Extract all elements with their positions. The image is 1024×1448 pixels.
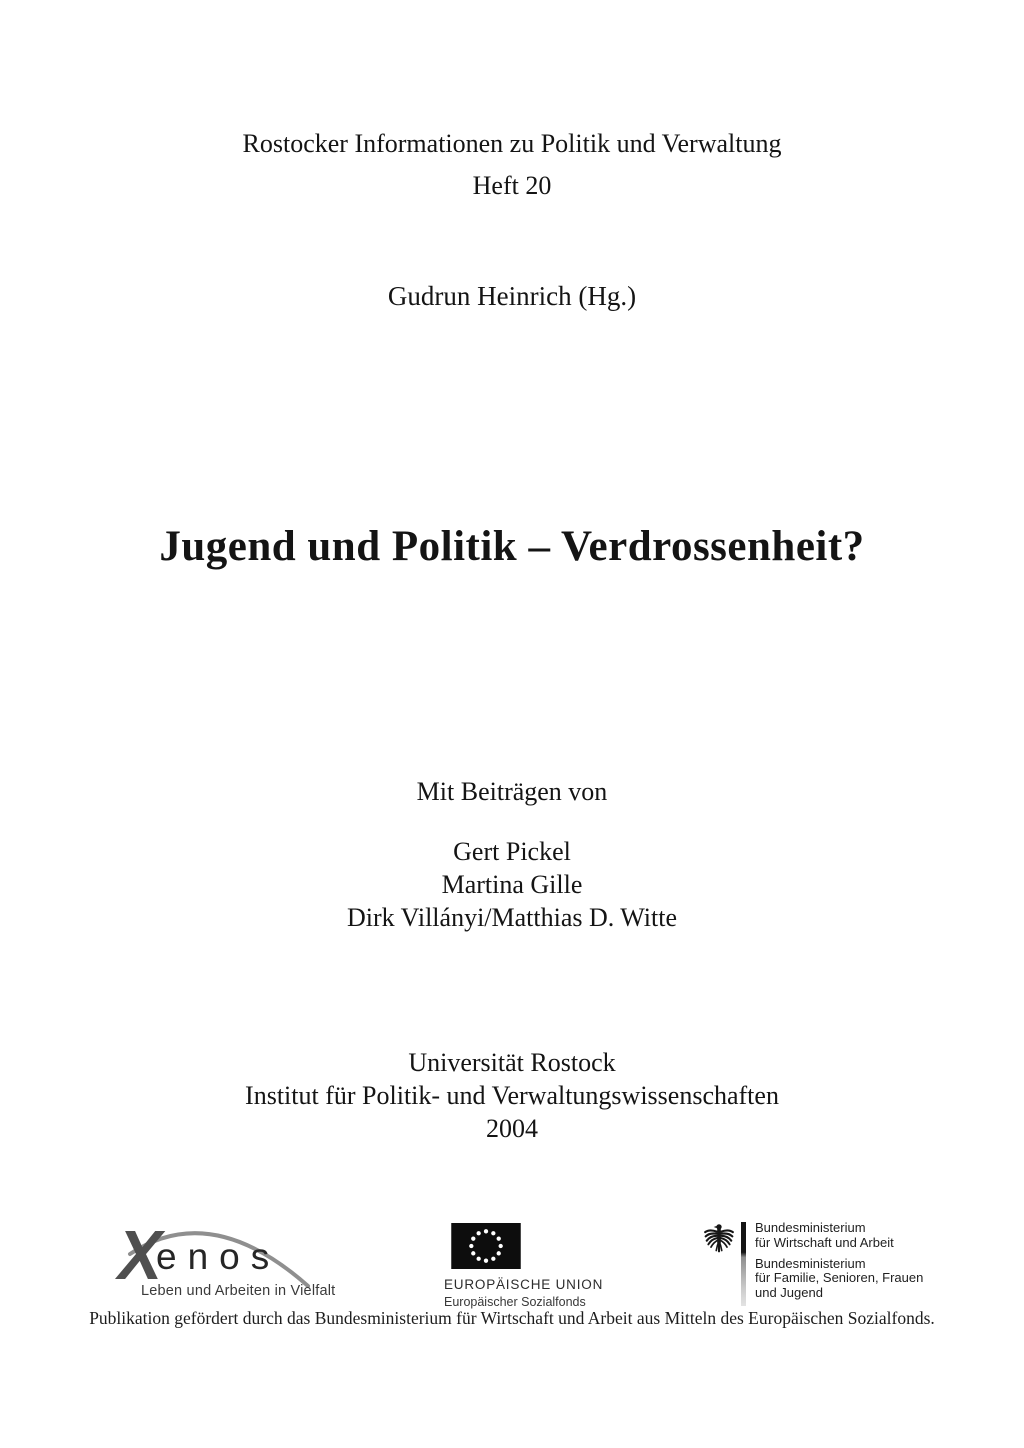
eu-flag-icon: [450, 1223, 522, 1269]
editor-name: Gudrun Heinrich (Hg.): [387, 281, 637, 311]
federal-eagle-icon: [703, 1222, 735, 1254]
institution-block: [0, 1046, 1024, 1145]
contributor-name: Martina Gille: [441, 870, 583, 899]
xenos-tagline: Leben und Arbeiten in Vielfalt: [141, 1283, 336, 1299]
ministry-divider-bar: [741, 1222, 746, 1306]
contributors-list: [0, 835, 1024, 934]
xenos-x-letter: X: [118, 1216, 163, 1294]
institute-name: Institut für Politik- und Verwaltungswissenschaften: [245, 1081, 779, 1110]
contributor-name: Gert Pickel: [453, 837, 571, 866]
ministry-familie-label: Bundesministerium für Familie, Senioren, Frauen und Jugend: [755, 1255, 924, 1301]
eu-logo: [444, 1223, 624, 1309]
publication-year: 2004: [486, 1114, 538, 1143]
contributors-heading: Mit Beiträgen von: [416, 777, 608, 806]
eu-union-label: EUROPÄISCHE UNION: [444, 1277, 604, 1292]
funding-note: Publikation gefördert durch das Bundesministerium für Wirtschaft und Arbeit aus Mitteln des Europäischen Sozialfonds.: [89, 1308, 935, 1328]
xenos-logo: [116, 1216, 336, 1308]
book-title: Jugend und Politik – Verdrossenheit?: [159, 523, 865, 570]
eu-fund-label: Europäischer Sozialfonds: [444, 1295, 586, 1309]
university-name: Universität Rostock: [408, 1048, 616, 1077]
series-title: Rostocker Informationen zu Politik und Verwaltung: [242, 129, 782, 158]
issue-number: Heft 20: [472, 171, 552, 200]
xenos-wordmark: enos: [156, 1236, 281, 1277]
ministry-wirtschaft-label: Bundesministerium für Wirtschaft und Arbeit: [755, 1220, 894, 1250]
contributor-name: Dirk Villányi/Matthias D. Witte: [346, 903, 678, 932]
